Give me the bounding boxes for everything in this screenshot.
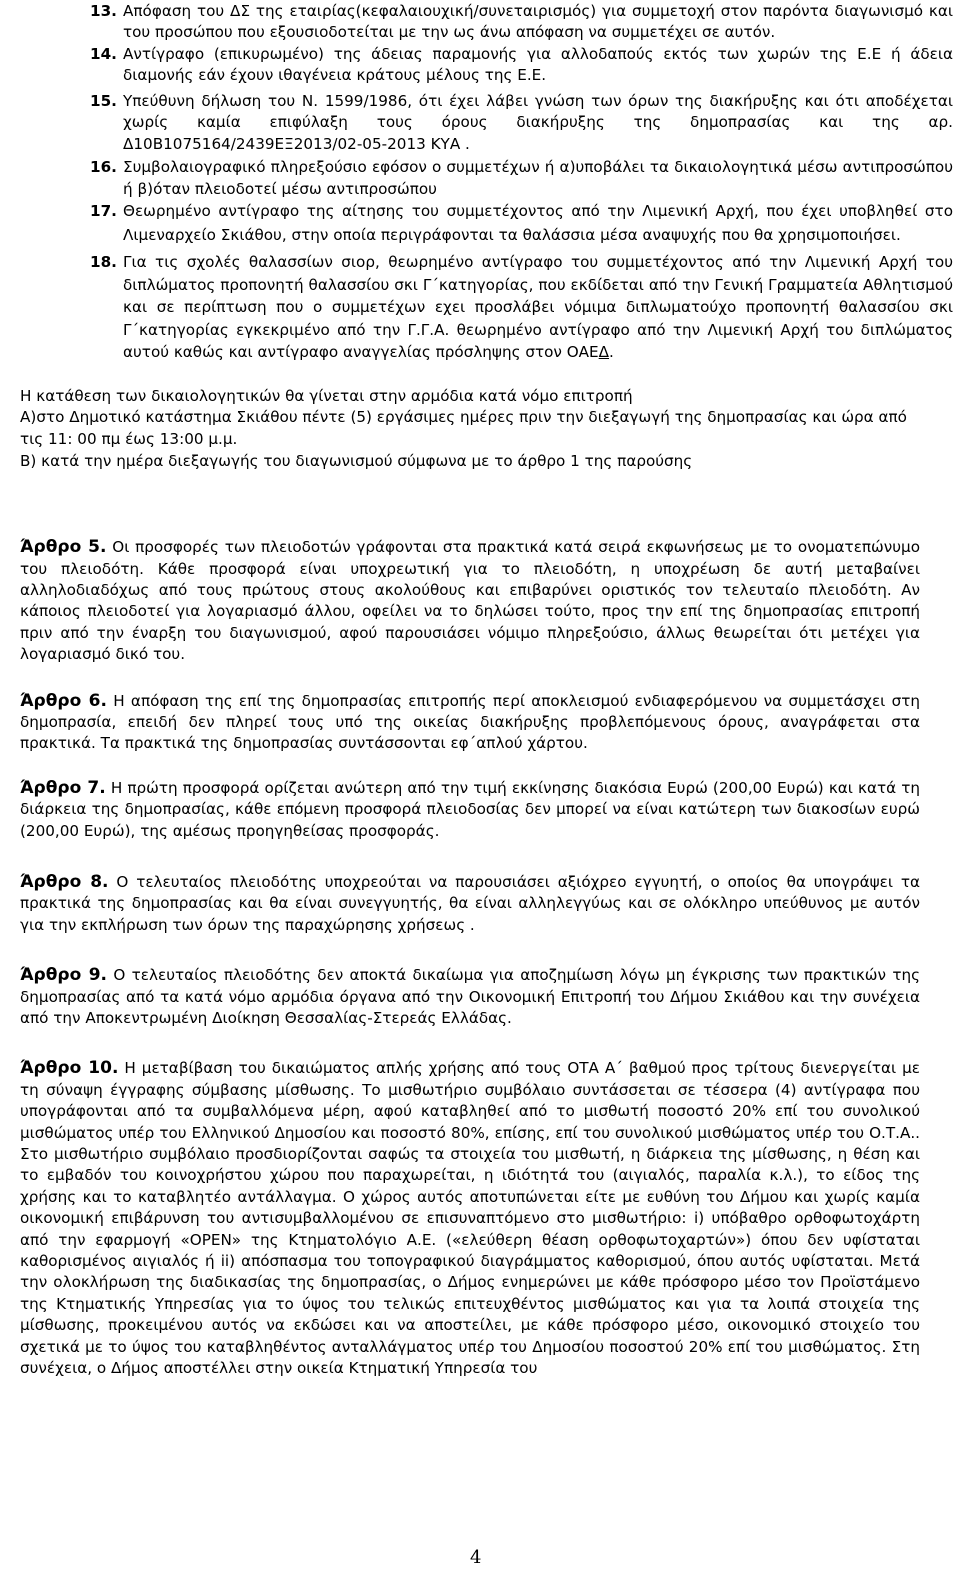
item-text: Για τις σχολές θαλασσίων σιορ, θεωρημένο αντίγραφο του συμμετέχοντος από την Λιμενική Αρχή του διπλώματος προπονητή θαλασσίου σκι Γ΄κατηγορίας, που εκδίδεται από την Γενική Γραμματεία Αθλητισμού και σε περίπτωση που ο συμμετέχων εχει προσλάβει νόμιμα διπλωματούχο προπονητή θαλασσίου σκι Γ΄κατηγορίας εγκεκριμένο από την Γ.Γ.Α. θεωρημένο αντίγραφο από την Λιμενική Αρχή του διπλώματος αυτού καθώς και αντίγραφο αναγγελίας πρόσληψης στον ΟΑΕ [123, 253, 953, 362]
article-text: Οι προσφορές των πλειοδοτών γράφονται στα πρακτικά κατά σειρά εκφωνήσεως με το ονοματεπώνυμο του πλειοδότη. Κάθε προσφορά είναι υποχρεωτική για το πλειοδότη, η υποχρέωση δε αυτή μεταβαίνει αλληλοδιαδόχως από τους πρώτους στους ακολούθους και επιβαρύνει οριστικός τον τελευταίο πλειοδότη. Αν κάποιος πλειοδοτεί για λογαριασμό άλλου, οφείλει να το δηλώσει τούτο, προς την επί της δημοπρασίας επιτροπή πριν από την έναρξη του διαγωνισμού, αφού παρουσιάσει νόμιμο πληρεξούσιο, άλλως θεωρείται ότι μετέχει για λογαριασμό δικό του. [20, 538, 920, 664]
article-heading: Άρθρο 10. [20, 1058, 119, 1079]
item-text: Αντίγραφο (επικυρωμένο) της άδειας παραμονής για αλλοδαπούς εκτός των χωρών της Ε.Ε ή άδεια διαμονής εάν έχουν ιθαγένεια κράτους μέλους της Ε.Ε. [123, 44, 953, 85]
item-text: Συμβολαιογραφικό πληρεξούσιο εφόσον ο συμμετέχων ή α)υποβάλει τα δικαιολογητικά μέσω αντιπροσώπου ή β)όταν πλειοδοτεί μέσω αντιπροσώπου [123, 158, 953, 198]
deposit-line: Η κατάθεση των δικαιολογητικών θα γίνεται στην αρμόδια κατά νόμο επιτροπή [20, 386, 633, 405]
deposit-line: Α)στο Δημοτικό κατάστημα Σκιάθου πέντε (5) εργάσιμες ημέρες πριν την διεξαγωγή της δημοπρασίας και ώρα από τις 11: 00 πμ έως 13:00 μ.μ. [20, 408, 907, 448]
article-8 [20, 872, 920, 936]
item-text: Υπεύθυνη δήλωση του Ν. 1599/1986, ότι έχει λάβει γνώση των όρων της διακήρυξης και ότι αποδέχεται χωρίς καμία επιφύλαξη τους όρους διακήρυξης της δημοπρασίας και της αρ. Δ10Β1075164/2439ΕΞ2013/02-05-2013 ΚΥΑ . [123, 91, 953, 153]
article-heading: Άρθρο 6. [20, 690, 107, 711]
page-number: 4 [470, 1547, 482, 1568]
article-text: Ο τελευταίος πλειοδότης δεν αποκτά δικαίωμα για αποζημίωση λόγω μη έγκρισης των πρακτικών της δημοπρασίας από τα κατά νόμο αρμόδια όργανα από την Οικονομική Επιτροπή του Δήμου Σκιάθου και την συνέχεια από την Αποκεντρωμένη Διοίκηση Θεσσαλίας-Στερεάς Ελλάδας. [20, 966, 921, 1027]
article-text: Η πρώτη προσφορά ορίζεται ανώτερη από την τιμή εκκίνησης διακόσια Ευρώ (200,00 Ευρώ) και κατά τη διάρκεια της δημοπρασίας, κάθε επόμενη προσφορά πλειοδοσίας δεν μπορεί να είναι κατώτερη των διακοσίων ευρώ (200,00 Ευρώ), της αμέσως προηγηθείσας προσφοράς. [20, 778, 921, 840]
item-number: 18. [90, 253, 117, 272]
list-item [90, 44, 953, 87]
article-heading: Άρθρο 7. [20, 777, 106, 798]
article-heading: Άρθρο 8. [20, 871, 109, 892]
deposit-instructions [20, 386, 920, 472]
item-text-tail: . [609, 343, 614, 362]
article-heading: Άρθρο 5. [20, 537, 107, 558]
item-number: 16. [90, 158, 117, 177]
item-text: Θεωρημένο αντίγραφο της αίτησης του συμμετέχοντος από την Λιμενική Αρχή, που έχει υποβληθεί στο Λιμεναρχείο Σκιάθου, στην οποία περιγράφονται τα θαλάσσια μέσα αναψυχής που θα χρησιμοποιήσει. [123, 202, 953, 244]
article-text: Η απόφαση της επί της δημοπρασίας επιτροπής περί αποκλεισμού ενδιαφερόμενου να συμμετάσχει στη δημοπρασία, επειδή δεν πληρεί τους υπό της οικείας διακήρυξης προβλεπόμενους όρους, αναγράφεται στα πρακτικά. Τα πρακτικά της δημοπρασίας συντάσσονται εφ΄απλού χάρτου. [20, 691, 920, 753]
list-item [90, 1, 953, 44]
article-9 [20, 965, 920, 1029]
article-heading: Άρθρο 9. [20, 965, 107, 986]
list-item [90, 200, 953, 247]
item-number: 13. [90, 2, 117, 20]
item-text-underlined: Δ [598, 343, 610, 362]
article-10 [20, 1058, 920, 1379]
item-number: 14. [90, 44, 117, 63]
item-text: Απόφαση του ΔΣ της εταιρίας(κεφαλαιουχική/συνεταιρισμός) για συμμετοχή στον παρόντα διαγωνισμό και του προσώπου που εξουσιοδοτείται με την ως άνω απόφαση να συμμετέχει σε αυτόν. [123, 2, 953, 42]
article-text: Ο τελευταίος πλειοδότης υποχρεούται να παρουσιάσει αξιόχρεο εγγυητή, ο οποίος θα υπογράψει τα πρακτικά της δημοπρασίας και θα είναι συνεγγυητής, θα είναι αλληλεγγύως και σε ολόκληρο υπεύθυνος με αυτόν για την εκπλήρωση των όρων της παραχώρησης χρήσεως . [20, 872, 920, 934]
item-number: 17. [90, 202, 117, 221]
deposit-line: Β) κατά την ημέρα διεξαγωγής του διαγωνισμού σύμφωνα με το άρθρο 1 της παρούσης [20, 451, 693, 470]
requirements-list [0, 1, 960, 364]
list-item [90, 91, 953, 156]
article-5 [20, 537, 920, 665]
article-7 [20, 778, 920, 842]
item-number: 15. [90, 91, 117, 110]
article-6 [20, 691, 920, 755]
article-text: Η μεταβίβαση του δικαιώματος απλής χρήσης από τους ΟΤΑ Α΄ βαθμού προς τρίτους διενεργείται με τη σύναψη έγγραφης σύμβασης μίσθωσης. Το μισθωτήριο συμβόλαιο συντάσσεται σε τέσσερα (4) αντίγραφα που υπογράφονται από τα συμβαλλόμενα μέρη, αφού καταβληθεί από το μισθωτή ποσοστό 20% επί του συνολικού μισθώματος υπέρ του Ελληνικού Δημοσίου και ποσοστό 80%, επίσης, επί του συνολικού μισθώματος υπέρ του Ο.Τ.Α.. Στο μισθωτήριο συμβόλαιο προσδιορίζονται σαφώς τα στοιχεία του μισθωτή, η διάρκεια της μίσθωσης, η θέση και το εμβαδόν του κοινοχρήστου χώρου που παραχωρείται, η ιδιότητά του (αιγιαλός, παραλία κ.λ.), το είδος της χρήσης και το καταβλητέο αντάλλαγμα. Ο χώρος αυτός αποτυπώνεται είτε με ευθύνη του Δήμου και χωρίς καμία οικονομική επιβάρυνση του αντισυμβαλλομένου σε επισυναπτόμενο στο μισθωτήριο: i) υπόβαθρο ορθοφωτοχάρτη από την εφαρμογή «OPEN» της Κτηματολόγιο Α.Ε. («ελεύθερη θέαση ορθοφωτοχαρτών») όπου δεν υφίσταται καθορισμένος αιγιαλός ή ii) απόσπασμα του τοπογραφικού διαγράμματος καθορισμού, όπου αυτός υφίσταται. Μετά την ολοκλήρωση της διαδικασίας της δημοπρασίας, ο Δήμος ενημερώνει με κάθε πρόσφορο μέσο τον Προϊστάμενο της Κτηματικής Υπηρεσίας για το ύψος του τελικώς επιτευχθέντος μισθώματος και για τα λοιπά στοιχεία της μίσθωσης, προκειμένου αυτός να εκδώσει και να αποστείλει, με κάθε πρόσφορο μέσο, οικονομικό στοιχείο του σχετικά με το ύψος του καταβληθέντος ανταλλάγματος υπέρ του Δημοσίου ποσοστού 20% επί του μισθώματος. Στη συνέχεια, ο Δήμος αποστέλλει στην οικεία Κτηματική Υπηρεσία του [20, 1059, 920, 1378]
list-item [90, 157, 953, 200]
list-item [90, 251, 953, 364]
